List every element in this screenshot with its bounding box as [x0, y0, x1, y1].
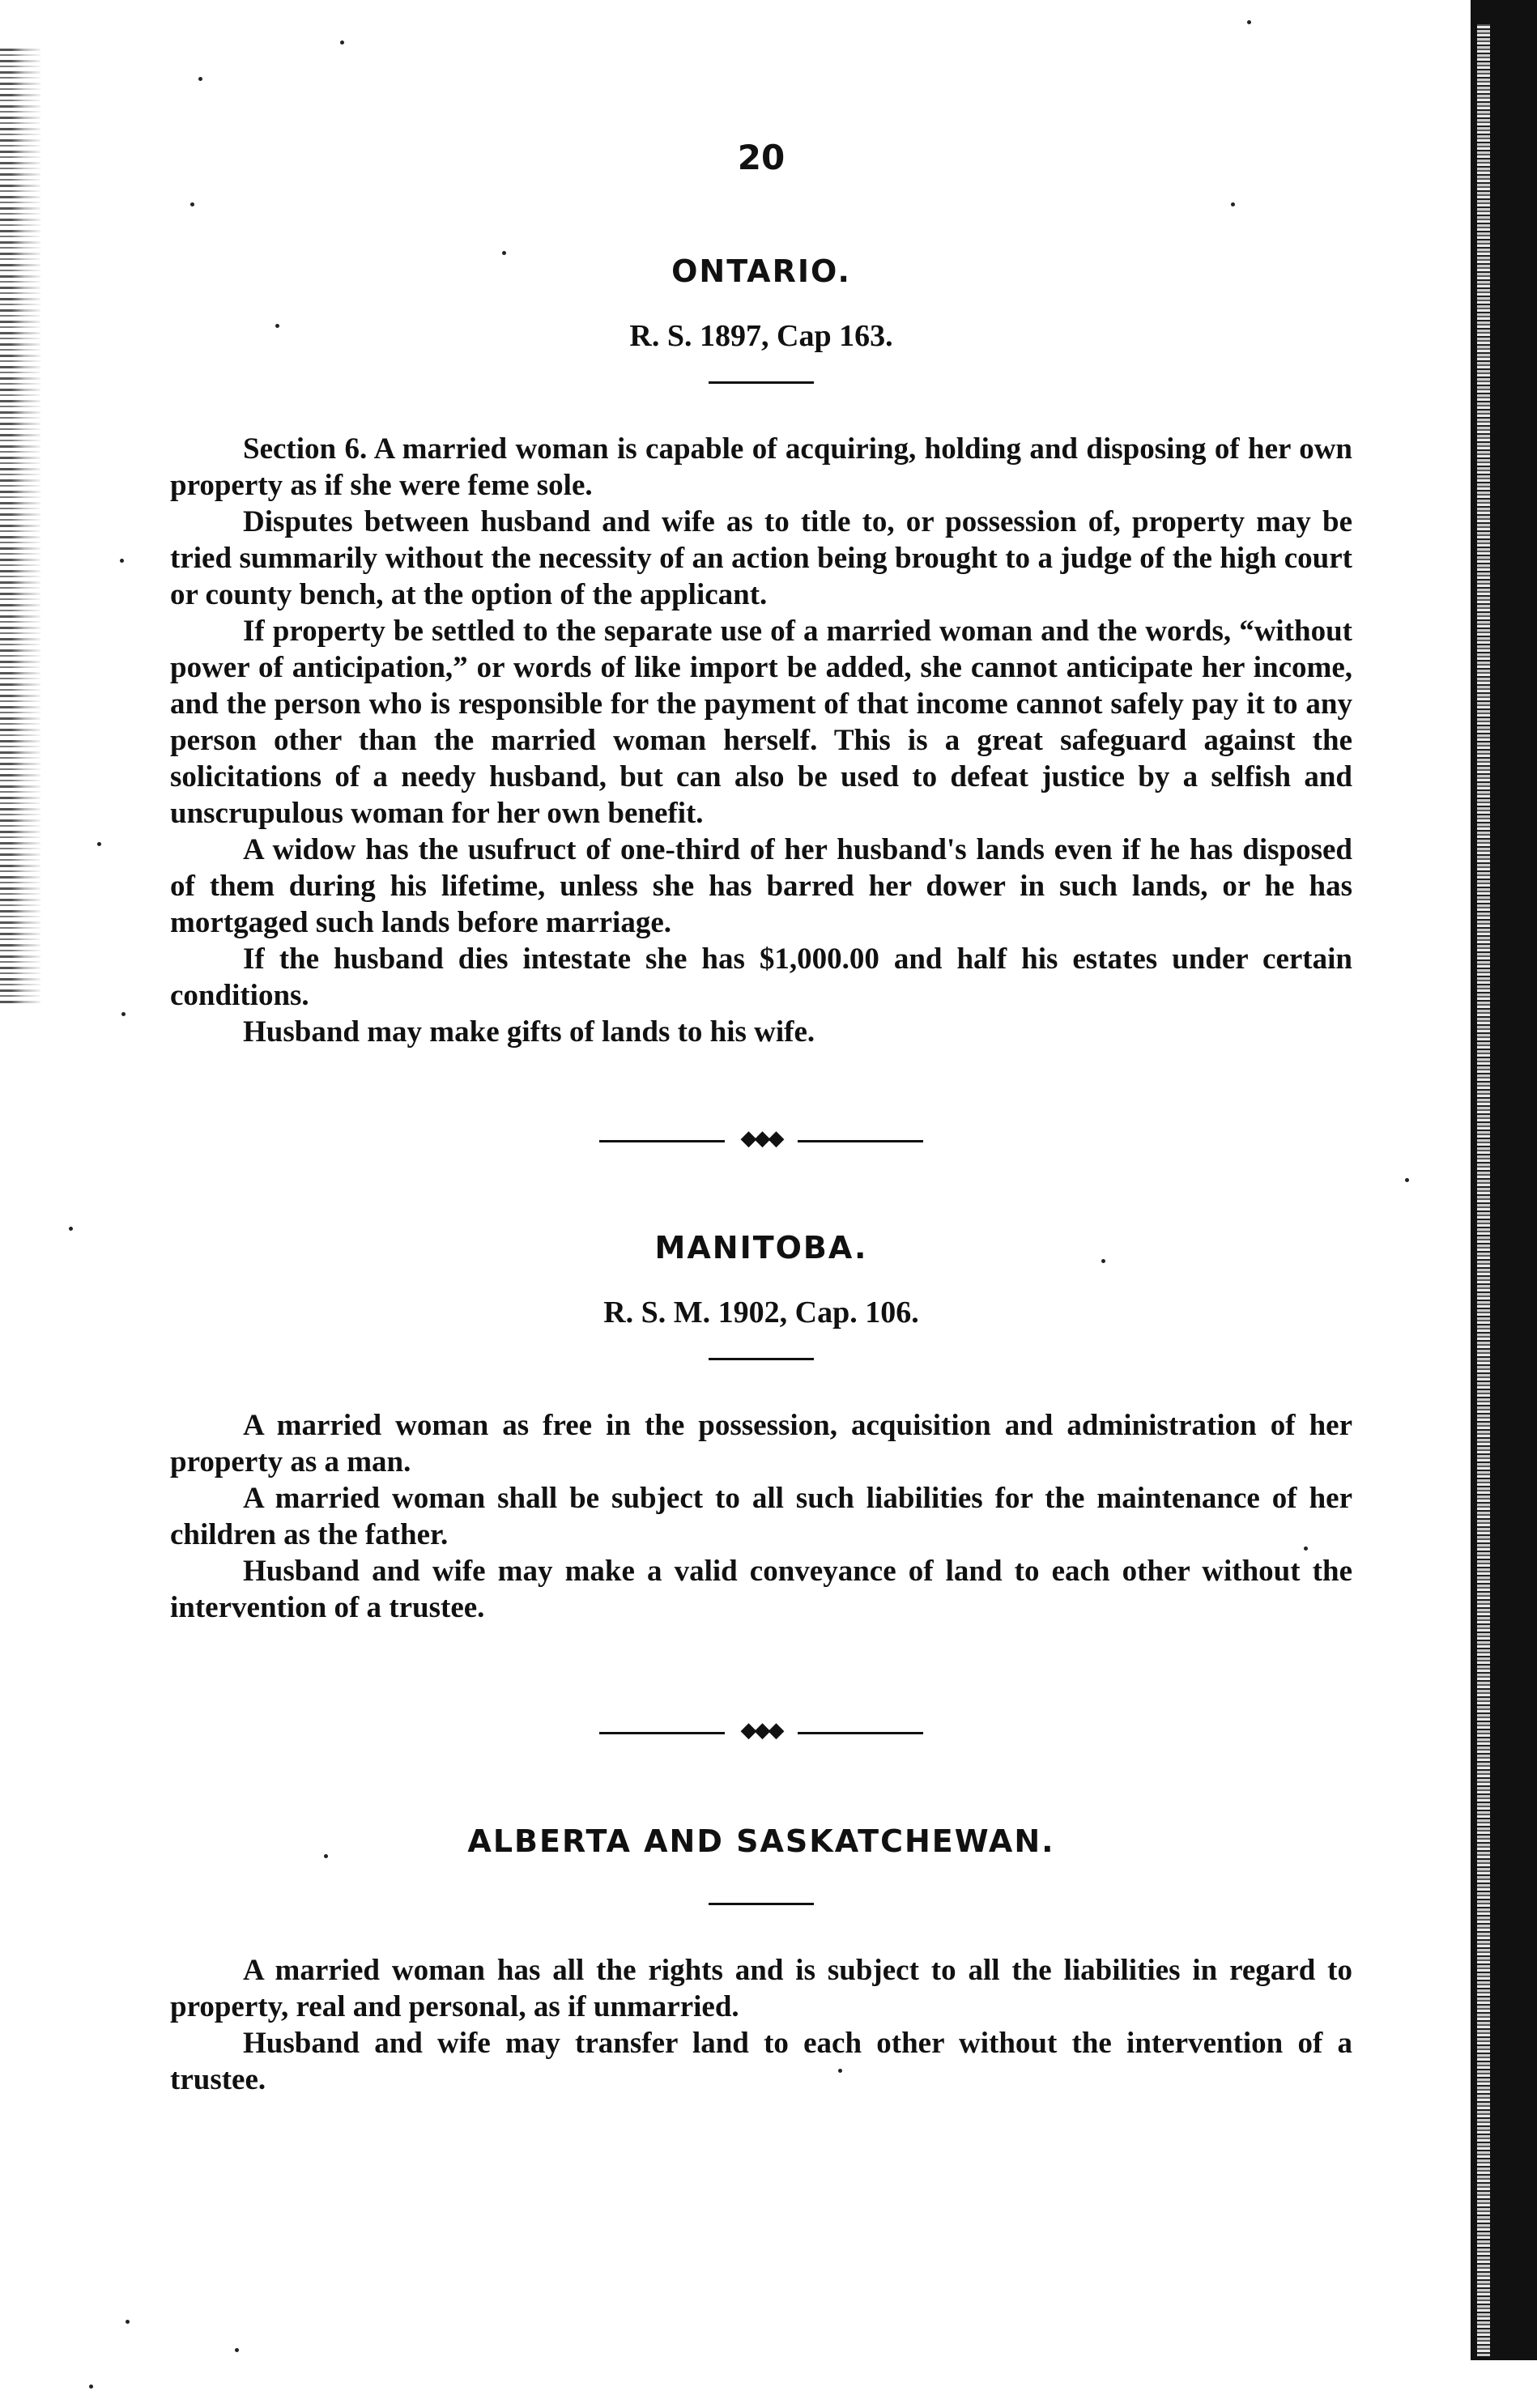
citation-manitoba: R. S. M. 1902, Cap. 106. — [603, 1295, 919, 1330]
paragraph: A married woman has all the rights and is subject to all the liabilities in regard to property, real and personal, as if unmarried. — [170, 1954, 1352, 2023]
paragraph: Husband and wife may make a valid conveyance of land to each other without the intervention of a trustee. — [170, 1555, 1352, 1624]
paragraph: A married woman as free in the possession, acquisition and administration of her property as a man. — [170, 1409, 1352, 1478]
ontario-body — [170, 431, 1352, 1050]
paragraph: Disputes between husband and wife as to title to, or possession of, property may be tried summarily without the necessity of an action being brought to a judge of the high court or county bench, at the option of the applicant. — [170, 505, 1352, 611]
page-content — [170, 138, 1352, 2098]
section-divider-ornament — [599, 1126, 923, 1151]
paragraph: If property be settled to the separate use of a married woman and the words, “without power of anticipation,” or words of like import be added, she cannot anticipate her income, and the person who is responsible for the payment of that income cannot safely pay it to any person other than the married woman herself. This is a great safeguard against the solicitations of a needy husband, but can also be used to defeat justice by a selfish and unscrupulous woman for her own benefit. — [170, 615, 1352, 830]
manitoba-body — [170, 1407, 1352, 1626]
short-rule — [709, 1358, 814, 1360]
short-rule — [709, 1903, 814, 1905]
ornament-line-left — [599, 1140, 725, 1142]
short-rule — [709, 381, 814, 384]
section-divider-ornament — [599, 1718, 923, 1742]
ornament-line-left — [599, 1732, 725, 1734]
page-number: 20 — [737, 138, 786, 177]
spine-texture — [1477, 24, 1490, 2356]
alberta-saskatchewan-body — [170, 1952, 1352, 2098]
citation-ontario: R. S. 1897, Cap 163. — [629, 319, 893, 353]
paragraph: A married woman shall be subject to all such liabilities for the maintenance of her children as the father. — [170, 1482, 1352, 1551]
ornament-diamonds: ◆◆◆ — [740, 1126, 782, 1151]
paragraph: If the husband dies intestate she has $1,000.00 and half his estates under certain conditions. — [170, 942, 1352, 1012]
section-title-ontario: ONTARIO. — [671, 253, 851, 289]
paragraph: Section 6. A married woman is capable of acquiring, holding and disposing of her own property as if she were feme sole. — [170, 432, 1352, 502]
paragraph: Husband may make gifts of lands to his wife. — [243, 1015, 815, 1049]
paragraph: Husband and wife may transfer land to each other without the intervention of a trustee. — [170, 2027, 1352, 2096]
left-edge-fade — [11, 49, 44, 1004]
ornament-line-right — [798, 1140, 923, 1142]
ornament-line-right — [798, 1732, 923, 1734]
section-title-manitoba: MANITOBA. — [654, 1230, 868, 1266]
section-title-alberta-saskatchewan: ALBERTA AND SASKATCHEWAN. — [467, 1823, 1055, 1859]
paragraph: A widow has the usufruct of one-third of her husband's lands even if he has disposed of them during his lifetime, unless she has barred her dower in such lands, or he has mortgaged such lands before marriage. — [170, 833, 1352, 939]
ornament-diamonds: ◆◆◆ — [740, 1718, 782, 1742]
